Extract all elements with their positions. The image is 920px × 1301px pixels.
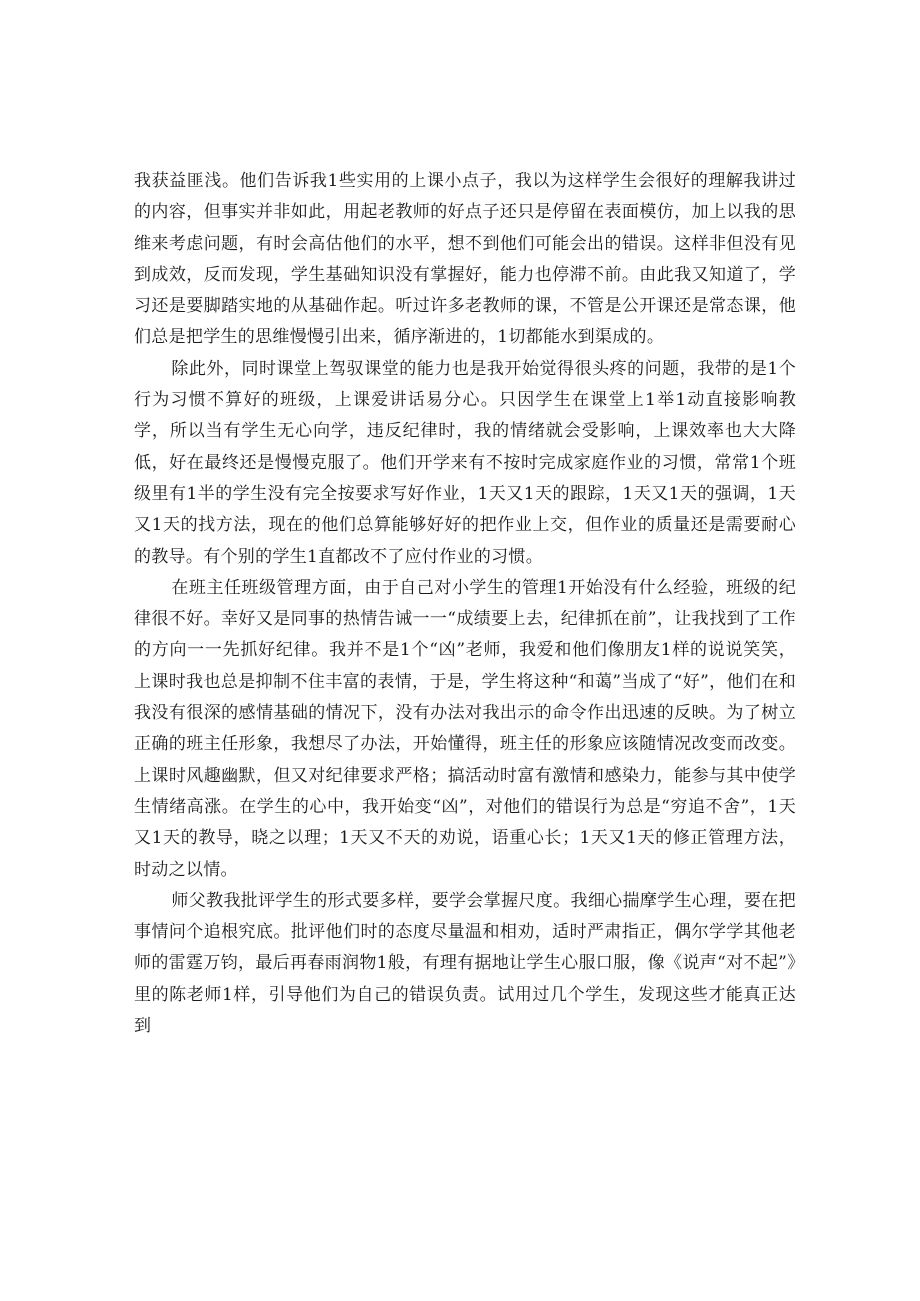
- document-body: [134, 166, 796, 1042]
- paragraph-4: 师父教我批评学生的形式要多样，要学会掌握尺度。我细心揣摩学生心理，要在把事情问个追根究底。批评他们时的态度尽量温和相劝，适时严肃指正，偶尔学学其他老师的雷霆万钧，最后再春雨润物1般，有理有据地让学生心服口服，像《说声“对不起”》里的陈老师1样，引导他们为自己的错误负责。试用过几个学生，发现这些才能真正达到: [134, 890, 796, 1037]
- paragraph-1: 我获益匪浅。他们告诉我1些实用的上课小点子，我以为这样学生会很好的理解我讲过的内容，但事实并非如此，用起老教师的好点子还只是停留在表面模仿，加上以我的思维来考虑问题，有时会高估他们的水平，想不到他们可能会出的错误。这样非但没有见到成效，反而发现，学生基础知识没有掌握好，能力也停滞不前。由此我又知道了，学习还是要脚踏实地的从基础作起。听过许多老教师的课，不管是公开课还是常态课，他们总是把学生的思维慢慢引出来，循序渐进的，1切都能水到渠成的。: [134, 171, 796, 348]
- paragraph-2: 除此外，同时课堂上驾驭课堂的能力也是我开始觉得很头疼的问题，我带的是1个行为习惯不算好的班级，上课爱讲话易分心。只因学生在课堂上1举1动直接影响教学，所以当有学生无心向学，违反纪律时，我的情绪就会受影响，上课效率也大大降低，好在最终还是慢慢克服了。他们开学来有不按时完成家庭作业的习惯，常常1个班级里有1半的学生没有完全按要求写好作业，1天又1天的跟踪，1天又1天的强调，1天又1天的找方法，现在的他们总算能够好好的把作业上交，但作业的质量还是需要耐心的教导。有个别的学生1直都改不了应付作业的习惯。: [134, 358, 796, 567]
- paragraph-3: 在班主任班级管理方面，由于自己对小学生的管理1开始没有什么经验，班级的纪律很不好。幸好又是同事的热情告诫一一“成绩要上去，纪律抓在前”，让我找到了工作的方向一一先抓好纪律。我并不是1个“凶”老师，我爱和他们像朋友1样的说说笑笑，上课时我也总是抑制不住丰富的表情，于是，学生将这种“和蔼”当成了“好”，他们在和我没有很深的感情基础的情况下，没有办法对我出示的命令作出迅速的反映。为了树立正确的班主任形象，我想尽了办法，开始懂得，班主任的形象应该随情况改变而改变。上课时风趣幽默，但又对纪律要求严格；搞活动时富有激情和感染力，能参与其中使学生情绪高涨。在学生的心中，我开始变“凶”，对他们的错误行为总是“穷追不舍”，1天又1天的教导，晓之以理；1天又不天的劝说，语重心长；1天又1天的修正管理方法，时动之以情。: [134, 577, 796, 880]
